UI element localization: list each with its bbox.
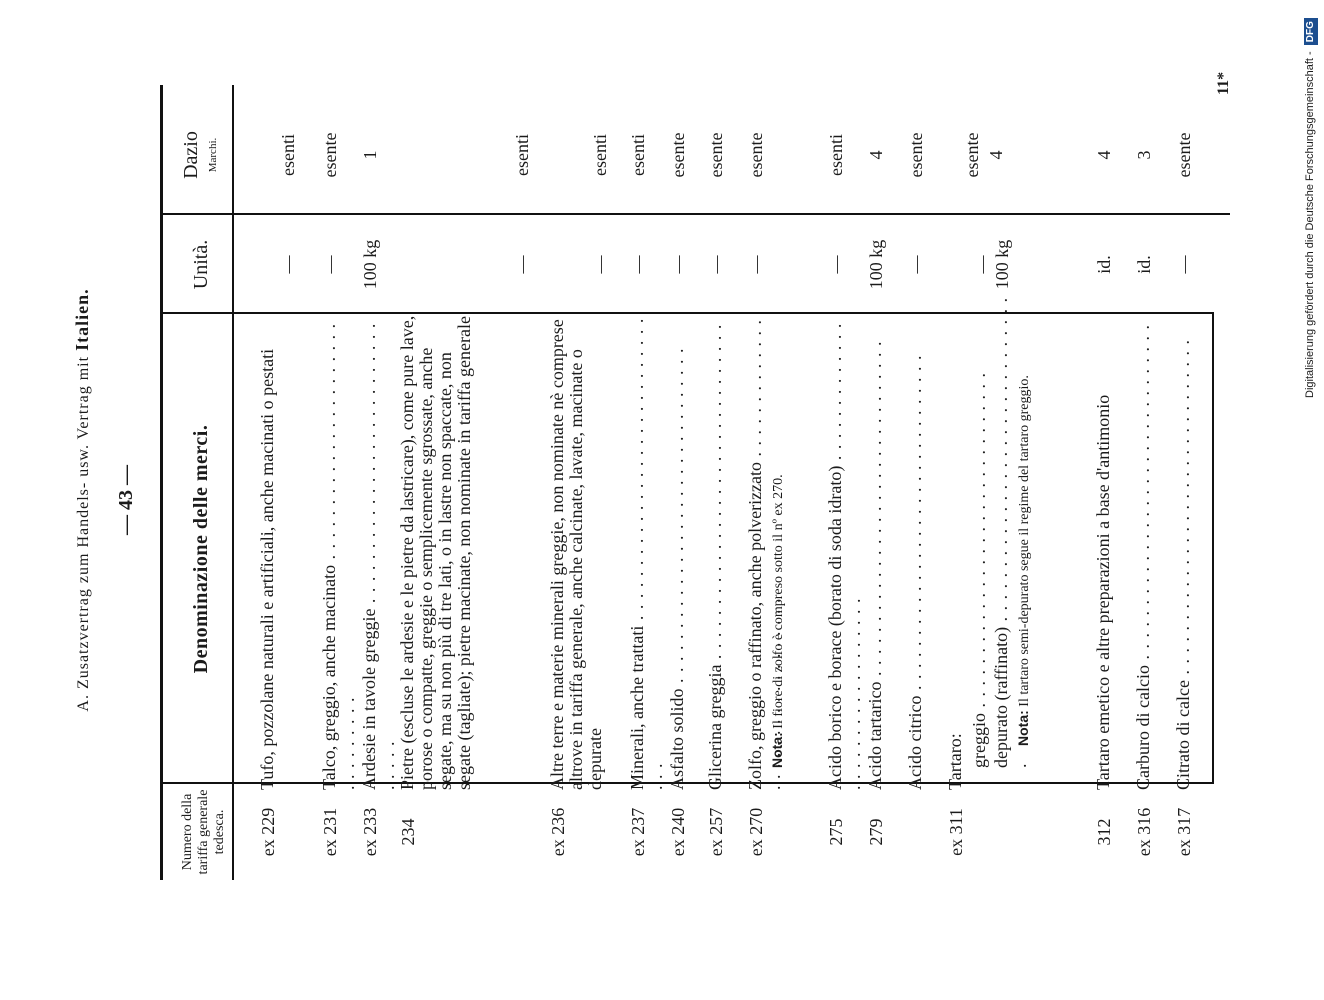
digitization-credit [1298,8,1322,998]
table-row-unit: — [706,255,726,274]
header-duty: Dazio [180,131,202,179]
table-row-number: ex 257 [706,807,726,857]
header-duty-unit: Marchi. [207,137,219,173]
table-row-text: Glicerina greggia . . . [706,312,725,790]
table-row-text: Minerali, anche trattati . . . [628,312,666,790]
table-row-number: 275 [826,818,846,846]
table-row-duty: 4 [986,150,1006,160]
table-row-text: Citrato di calce . . . [1174,312,1193,790]
table-row-duty: 4 [866,150,886,160]
table-row-unit: — [590,255,610,274]
header-denomination: Denominazione delle merci. [190,424,212,674]
table-row-text: greggio . . . [970,290,989,790]
table-row-text: Talco, greggio, anche macinato . . . [320,312,358,790]
table-row-duty: 1 [360,150,380,160]
table-row-text: Tartaro: [945,733,965,790]
table-row-text: Altre terre e materie minerali greggie, non nominate nè comprese altrove in tariffa generale, anche calcinate, lavate, macinate o depurate [547,319,605,790]
table-row-text: Carburo di calcio . . . [1134,312,1153,790]
table-row-text: Asfalto solido . . . [668,312,687,790]
table-row-text: Ardesie in tavole greggie . . . [360,312,398,790]
table-row-unit: 100 kg [992,239,1012,290]
table-row-number: ex 317 [1174,807,1194,857]
table-row-unit: 100 kg [360,239,380,290]
table-row-duty: esente [962,132,982,178]
table-row-number: ex 233 [360,807,380,857]
table-row-number: ex 311 [946,808,966,856]
table-row-number: ex 237 [628,807,648,857]
table-row-unit: — [278,255,298,274]
running-header [72,0,93,1000]
table-row-unit: id. [1134,255,1154,274]
signature-mark: 11* [1215,71,1232,95]
table-row-duty: esente [906,132,926,178]
table-row-unit: 100 kg [866,239,886,290]
table-row-unit: — [1174,255,1194,274]
running-title-country: Italien. [72,288,92,351]
table-row-number: ex 270 [746,807,766,857]
table-row-duty: esente [1174,132,1194,178]
table-header-rule [232,85,234,880]
table-row-text: Acido tartarico . . . [866,312,885,790]
table-row-duty: esenti [278,134,298,176]
table-row-unit: — [512,255,532,274]
table-row-number: ex 229 [258,807,278,857]
table-row-text: Tufo, pozzolane naturali e artificiali, anche macinati o pestati [257,348,277,790]
table-row-unit: id. [1094,255,1114,274]
table-row-text: Tartaro emetico e altre preparazioni a base d'antimonio [1093,394,1113,790]
table-row-unit: — [746,255,766,274]
table-row-duty: esente [320,132,340,178]
table-row-number: 312 [1094,818,1114,846]
table-row-unit: — [628,255,648,274]
table-row-duty: esenti [826,134,846,176]
table-row-duty: esenti [628,134,648,176]
table-row-unit: — [826,255,846,274]
table-row-unit: — [668,255,688,274]
page-number: — 43 — [115,465,137,535]
table-row-duty: esente [706,132,726,178]
table-row-duty: 4 [1094,150,1114,160]
table-row-number: ex 240 [668,807,688,857]
table-row-number: ex 231 [320,807,340,857]
note-tartaro: Nota: Il tartaro semi-depurato segue il regime del tartaro greggio. [1015,375,1032,746]
table-top-rule [160,85,163,880]
running-title: A. Zusatzvertrag zum Handels- usw. Vertrag mit [75,355,92,712]
table-row-number: 234 [398,818,418,846]
table-row-duty: 3 [1134,150,1154,160]
table-row-text: depurato (raffinato) . . . [992,290,1030,790]
table-bottom-rule [1212,314,1214,784]
note-zolfo: Nota: Il fiore di zolfo è compreso sotto il nº ex 270. [769,474,786,768]
table-row-number: ex 316 [1134,807,1154,857]
table-row-number: ex 236 [548,807,568,857]
table-row-text: Zolfo, greggio o raffinato, anche polverizzato . . . [746,312,784,790]
table-row-text: Pietre (escluse le ardesie e le pietre da lastricare), come pure lave, porose o compatte, greggie o semplicemente sgrossate, anche segate, ma su non più di tre lati, o in lastre non spaccate, non segate (tagliate); pietre macinate, non nominate in tariffa generale [397,315,474,790]
dfg-logo: DFG [1304,18,1318,45]
credit-text: Digitalisierung gefördert durch die Deutsche Forschungsgemeinschaft - [1304,51,1316,398]
table-row-duty: esenti [590,134,610,176]
table-row-duty: esenti [512,134,532,176]
table-row-unit: — [972,255,992,274]
table-row-unit: — [320,255,340,274]
table-row-duty: esente [746,132,766,178]
table-row-text: Acido borico e borace (borato di soda idrato) . . . [826,312,864,790]
table-row-duty: esente [668,132,688,178]
header-tariff-number: Numero della tariffa generale tedesca. [180,789,227,875]
table-row-unit: — [906,255,926,274]
table-row-text: Acido citrico . . . [906,312,925,790]
table-row-number: 279 [866,818,886,846]
header-unit: Unità. [190,239,212,290]
